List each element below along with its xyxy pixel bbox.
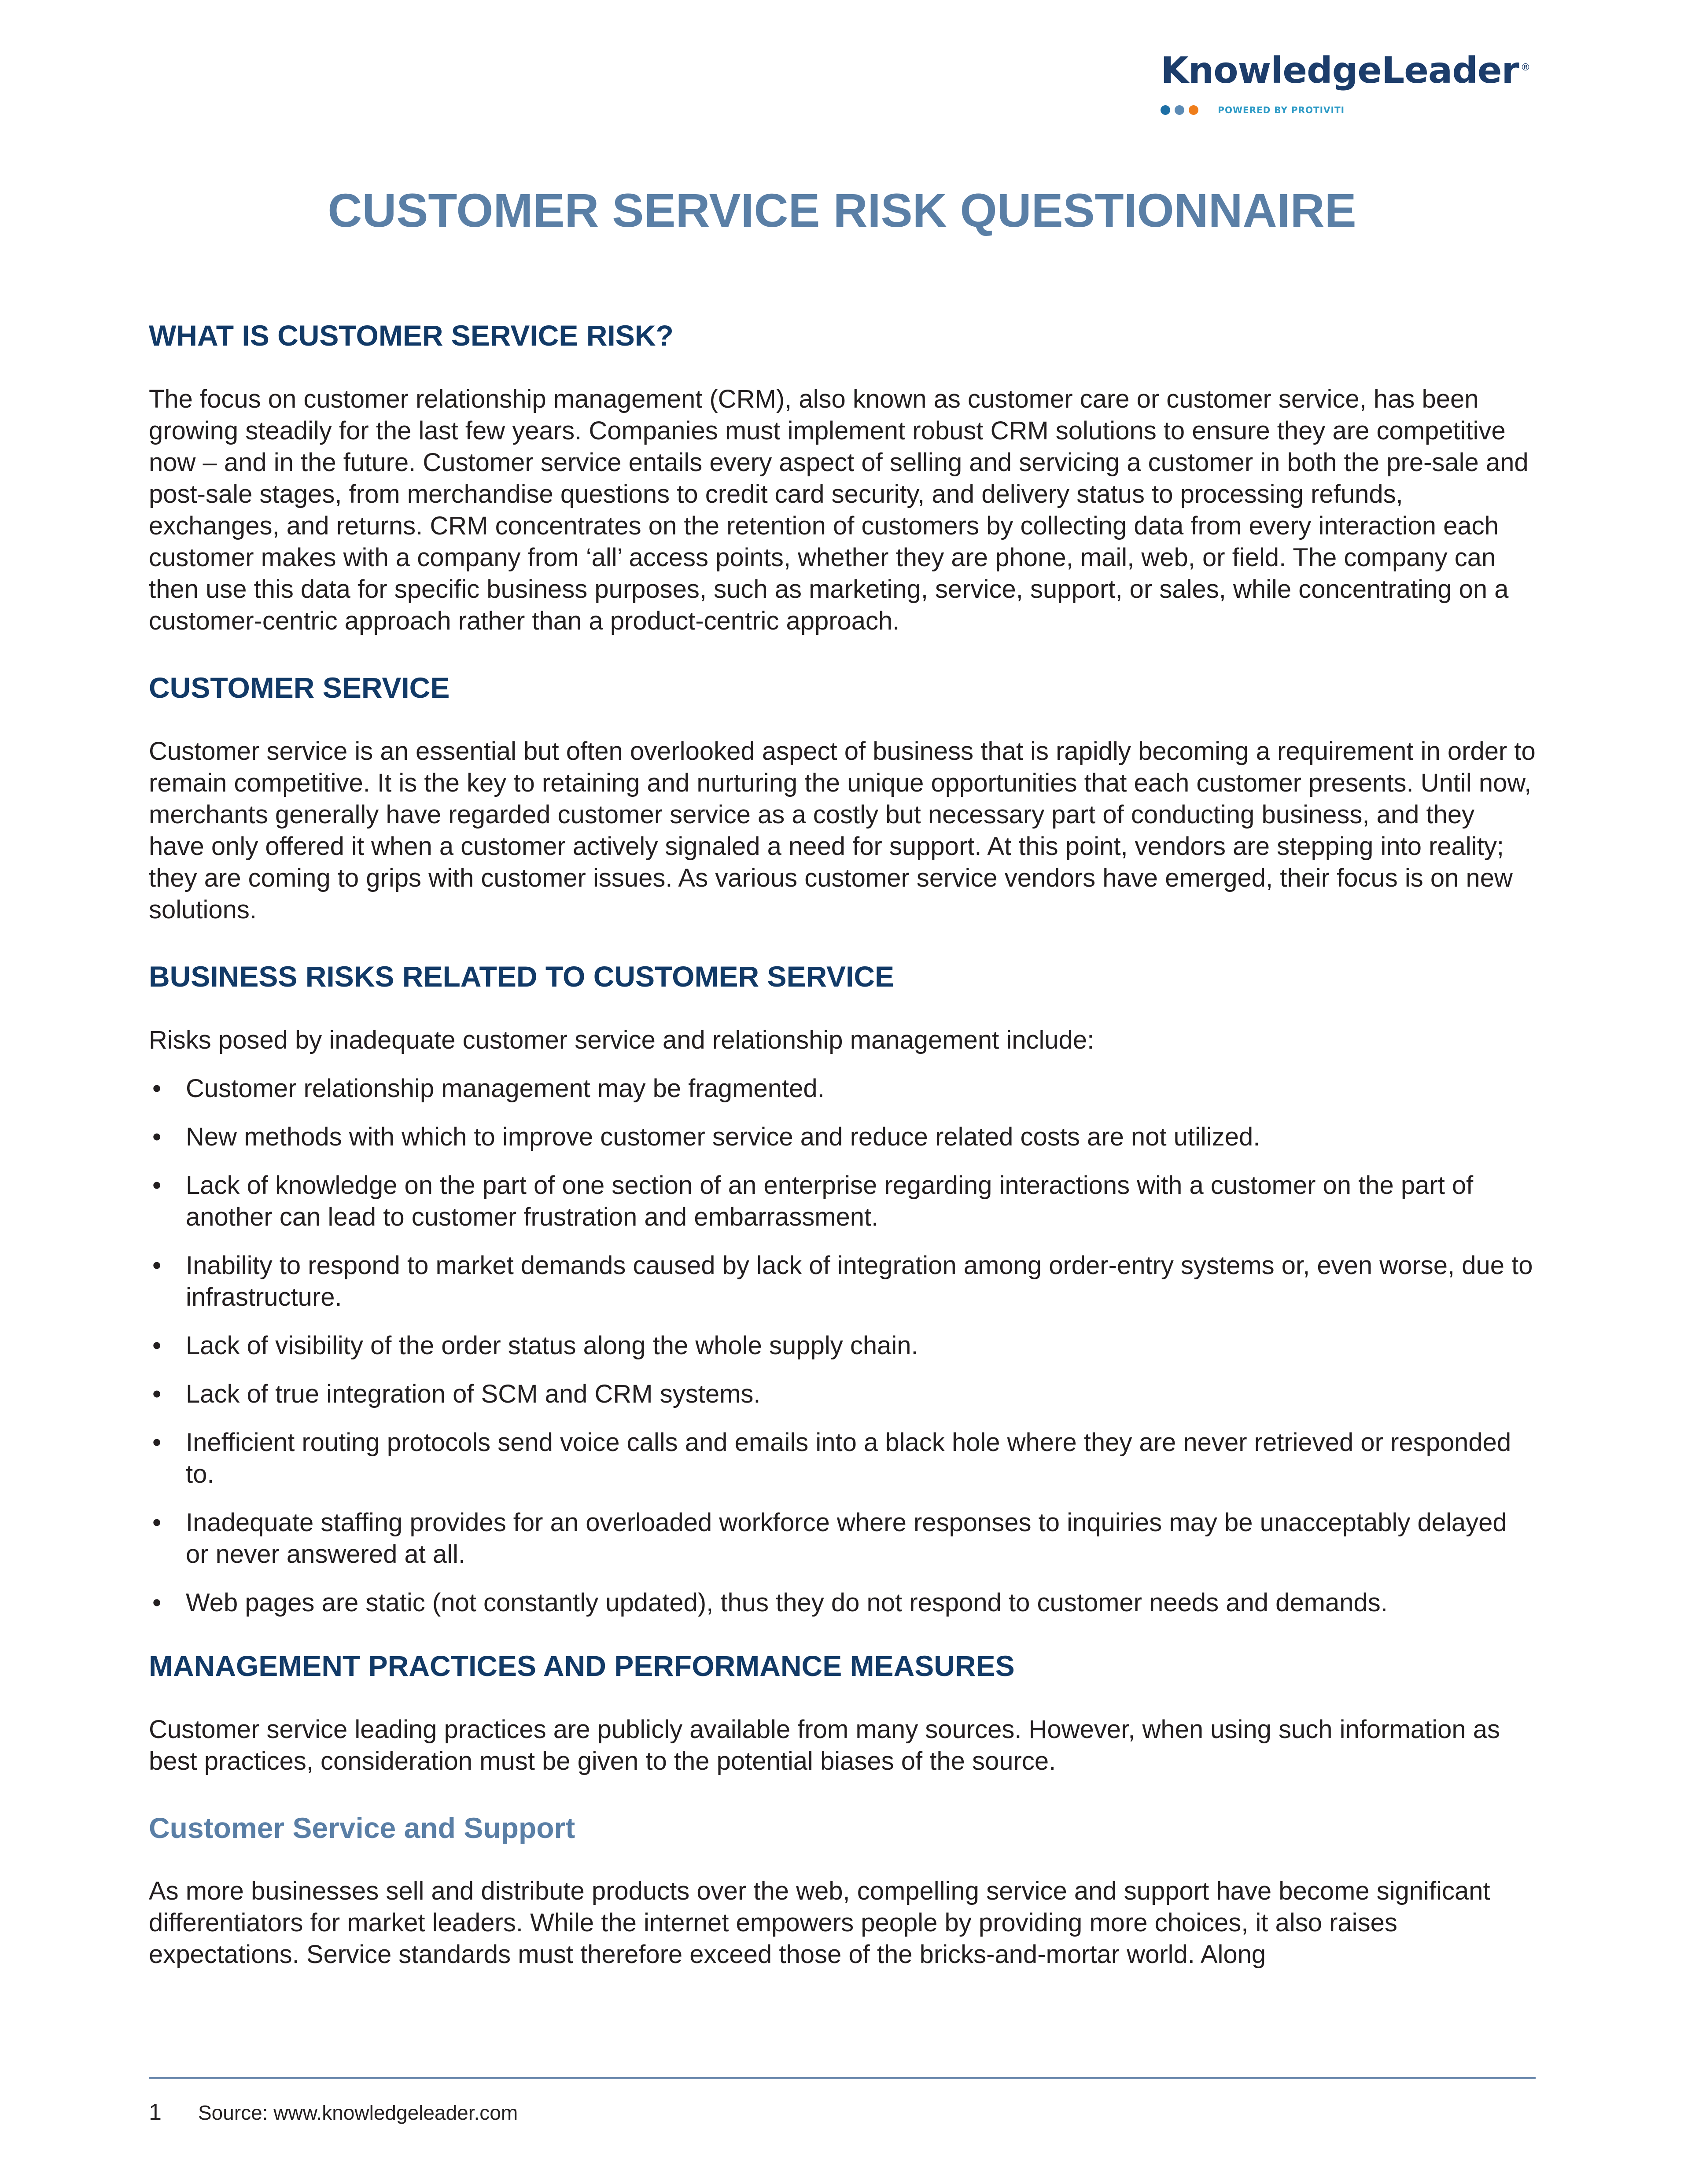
bullet-icon: • bbox=[152, 1428, 162, 1457]
list-item: • Inadequate staffing provides for an overloaded workforce where responses to inquiries may be unacceptably delayed or never answered at all. bbox=[149, 1507, 1536, 1570]
list-item: • Web pages are static (not constantly updated), thus they do not respond to customer needs and demands. bbox=[149, 1587, 1536, 1619]
list-item: • Inability to respond to market demands caused by lack of integration among order-entry systems or, even worse, due to infrastructure. bbox=[149, 1250, 1536, 1313]
bullet-icon: • bbox=[152, 1251, 162, 1280]
footer-divider bbox=[149, 2077, 1536, 2079]
heading-management-practices: MANAGEMENT PRACTICES AND PERFORMANCE MEASURES bbox=[149, 1649, 1015, 1682]
bullet-icon: • bbox=[152, 1331, 162, 1360]
list-item: • Inefficient routing protocols send voice calls and emails into a black hole where they are never retrieved or responded to. bbox=[149, 1427, 1536, 1490]
bullet-icon: • bbox=[152, 1508, 162, 1537]
risk-list bbox=[149, 1073, 1536, 1619]
paragraph-risks-intro: Risks posed by inadequate customer service and relationship management include: bbox=[149, 1025, 1094, 1054]
logo-wordmark: KnowledgeLeader ® bbox=[1161, 50, 1530, 92]
list-item: • Lack of visibility of the order status along the whole supply chain. bbox=[149, 1330, 1536, 1362]
bullet-icon: • bbox=[152, 1122, 162, 1151]
bullet-icon: • bbox=[152, 1379, 162, 1408]
bullet-icon: • bbox=[152, 1074, 162, 1103]
heading-business-risks: BUSINESS RISKS RELATED TO CUSTOMER SERVICE bbox=[149, 960, 895, 993]
logo-dot-icon bbox=[1161, 105, 1170, 115]
logo-subline bbox=[1161, 105, 1530, 115]
paragraph-customer-service: Customer service is an essential but often overlooked aspect of business that is rapidly becoming a requirement in order to remain competitive. It is the key to retaining and nurturing the unique opportunities that each customer presents. Until now, merchants generally have regarded customer service as a costly but necessary part of conducting business, and they have only offered it when a customer actively signaled a need for support. At this point, vendors are stepping into reality; they are coming to grips with customer issues. As various customer service vendors have emerged, their focus is on new solutions. bbox=[149, 737, 1536, 924]
bullet-icon: • bbox=[152, 1588, 162, 1617]
heading-what-is-risk: WHAT IS CUSTOMER SERVICE RISK? bbox=[149, 319, 674, 352]
logo-tagline: POWERED BY PROTIVITI bbox=[1218, 105, 1345, 115]
document-title: CUSTOMER SERVICE RISK QUESTIONNAIRE bbox=[328, 184, 1356, 237]
list-item: • Customer relationship management may be fragmented. bbox=[149, 1073, 1536, 1105]
subheading-service-support: Customer Service and Support bbox=[149, 1811, 575, 1844]
bullet-icon: • bbox=[152, 1171, 162, 1200]
paragraph-management-practices: Customer service leading practices are publicly available from many sources. However, when using such information as best practices, consideration must be given to the potential biases of the source. bbox=[149, 1715, 1500, 1775]
page-number: 1 bbox=[149, 2099, 162, 2125]
knowledgeleader-logo[interactable] bbox=[1161, 50, 1530, 115]
list-item: • Lack of true integration of SCM and CRM systems. bbox=[149, 1378, 1536, 1410]
footer-source: Source: www.knowledgeleader.com bbox=[198, 2101, 518, 2124]
list-item: • New methods with which to improve customer service and reduce related costs are not utilized. bbox=[149, 1121, 1536, 1153]
list-item: • Lack of knowledge on the part of one section of an enterprise regarding interactions with a customer on the part of another can lead to customer frustration and embarrassment. bbox=[149, 1170, 1536, 1233]
paragraph-service-support: As more businesses sell and distribute products over the web, compelling service and support have become significant differentiators for market leaders. While the internet empowers people by providing more choices, it also raises expectations. Service standards must therefore exceed those of the bricks-and-mortar world. Along bbox=[149, 1877, 1490, 1969]
page-footer bbox=[149, 2099, 518, 2125]
heading-customer-service: CUSTOMER SERVICE bbox=[149, 671, 450, 704]
document-body bbox=[149, 319, 1536, 1970]
logo-dot-icon bbox=[1175, 105, 1184, 115]
paragraph-what-is-risk: The focus on customer relationship management (CRM), also known as customer care or customer service, has been growing steadily for the last few years. Companies must implement robust CRM solutions to ensure they are competitive now – and in the future. Customer service entails every aspect of selling and servicing a customer in both the pre-sale and post-sale stages, from merchandise questions to credit card security, and delivery status to processing refunds, exchanges, and returns. CRM concentrates on the retention of customers by collecting data from every interaction each customer makes with a company from ‘all’ access points, whether they are phone, mail, web, or field. The company can then use this data for specific business purposes, such as marketing, service, support, or sales, while concentrating on a customer-centric approach rather than a product-centric approach. bbox=[149, 384, 1529, 635]
logo-dot-icon bbox=[1189, 105, 1198, 115]
